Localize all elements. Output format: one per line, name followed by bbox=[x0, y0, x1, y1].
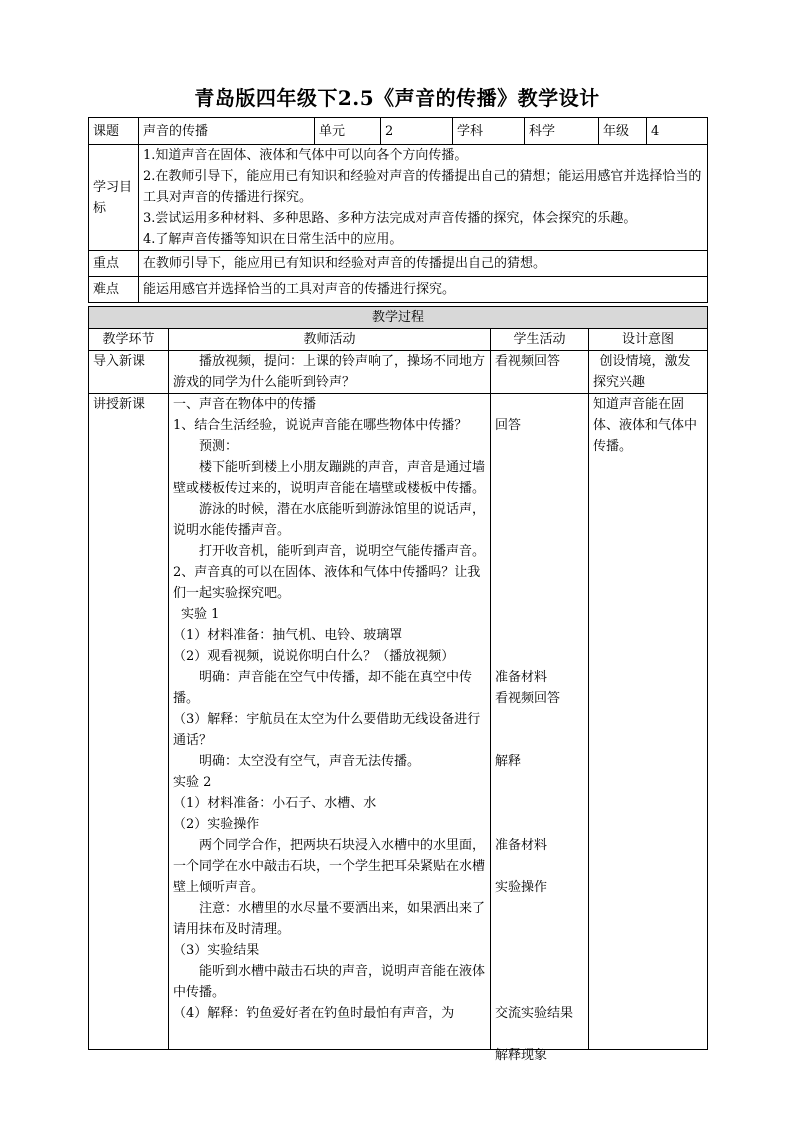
difficulty-label: 难点 bbox=[89, 277, 139, 303]
lecture-stage: 讲授新课 bbox=[89, 394, 169, 1050]
info-table bbox=[88, 117, 708, 303]
goal-item: 3.尝试运用多种材料、多种思路、多种方法完成对声音传播的探究，体会探究的乐趣。 bbox=[143, 211, 637, 226]
teacher-line: （2）实验操作 bbox=[173, 817, 260, 832]
lecture-intent: 知道声音能在固体、液体和气体中传播。 bbox=[589, 394, 708, 1050]
teacher-line: （4）解释：钓鱼爱好者在钓鱼时最怕有声音，为 bbox=[173, 1006, 455, 1021]
student-activity: 准备材料 bbox=[495, 670, 548, 685]
page-title: 青岛版四年级下2.5《声音的传播》教学设计 bbox=[194, 86, 600, 110]
subject-label: 学科 bbox=[453, 118, 525, 145]
question: 2、声音真的可以在固体、液体和气体中传播吗？让我们一起实验探究吧。 bbox=[173, 565, 481, 601]
column-header: 教师活动 bbox=[169, 329, 491, 351]
course-label: 课题 bbox=[89, 118, 139, 145]
teacher-line: （3）解释：宇航员在太空为什么要借助无线设备进行通话？ bbox=[173, 712, 481, 748]
goal-item: 2.在教师引导下，能应用已有知识和经验对声音的传播提出自己的猜想；能运用感官并选择恰当的工具对声音的传播进行探究。 bbox=[143, 169, 702, 205]
intro-teacher: 播放视频，提问：上课的铃声响了，操场不同地方游戏的同学为什么能听到铃声？ bbox=[169, 351, 491, 394]
experiment-heading: 实验 2 bbox=[173, 775, 212, 790]
question: 1、结合生活经验，说说声音能在哪些物体中传播？ bbox=[173, 418, 468, 433]
teacher-line: （2）观看视频，说说你明白什么？（播放视频） bbox=[173, 649, 455, 664]
section-heading: 一、声音在物体中的传播 bbox=[173, 397, 317, 412]
student-activity: 解释现象 bbox=[495, 1048, 548, 1063]
teacher-line: 明确：太空没有空气，声音无法传播。 bbox=[199, 754, 421, 769]
student-activity: 准备材料 bbox=[495, 838, 548, 853]
column-header: 学生活动 bbox=[491, 329, 589, 351]
teacher-line: 游泳的时候，潜在水底能听到游泳馆里的说话声，说明水能传播声音。 bbox=[173, 502, 486, 538]
teacher-line: （1）材料准备：抽气机、电铃、玻璃罩 bbox=[173, 628, 403, 643]
grade-label: 年级 bbox=[599, 118, 647, 145]
unit-label: 单元 bbox=[315, 118, 381, 145]
key-text: 在教师引导下，能应用已有知识和经验对声音的传播提出自己的猜想。 bbox=[139, 251, 708, 277]
subject-value: 科学 bbox=[525, 118, 599, 145]
teacher-line: 明确：声音能在空气中传播，却不能在真空中传播。 bbox=[173, 670, 473, 706]
intro-stage: 导入新课 bbox=[89, 351, 169, 394]
teacher-line: 预测： bbox=[199, 439, 239, 454]
experiment-heading: 实验 1 bbox=[181, 607, 220, 622]
student-activity: 看视频回答 bbox=[495, 691, 561, 706]
student-activity: 交流实验结果 bbox=[495, 1006, 574, 1021]
goal-item: 1.知道声音在固体、液体和气体中可以向各个方向传播。 bbox=[143, 148, 468, 163]
teacher-line: 打开收音机，能听到声音，说明空气能传播声音。 bbox=[199, 544, 486, 559]
intro-student: 看视频回答 bbox=[491, 351, 589, 394]
column-header: 设计意图 bbox=[589, 329, 708, 351]
teacher-line: 注意：水槽里的水尽量不要洒出来，如果洒出来了请用抹布及时清理。 bbox=[173, 901, 486, 937]
goals-list bbox=[139, 145, 708, 251]
grade-value: 4 bbox=[647, 118, 708, 145]
student-activity: 实验操作 bbox=[495, 880, 548, 895]
difficulty-text: 能运用感官并选择恰当的工具对声音的传播进行探究。 bbox=[139, 277, 708, 303]
lecture-teacher bbox=[169, 394, 491, 1050]
intro-intent: 创设情境，激发探究兴趣 bbox=[589, 351, 708, 394]
student-activity: 回答 bbox=[495, 418, 522, 433]
teacher-line: 能听到水槽中敲击石块的声音，说明声音能在液体中传播。 bbox=[173, 964, 486, 1000]
student-activity: 解释 bbox=[495, 754, 522, 769]
lecture-student bbox=[491, 394, 589, 1063]
teacher-line: 两个同学合作，把两块石块浸入水槽中的水里面，一个同学在水中敲击石块，一个学生把耳朵紧贴在水槽壁上倾听声音。 bbox=[173, 838, 486, 895]
goals-label: 学习目标 bbox=[89, 145, 139, 251]
process-table bbox=[88, 306, 708, 1063]
process-header: 教学过程 bbox=[89, 307, 708, 329]
unit-value: 2 bbox=[381, 118, 453, 145]
key-label: 重点 bbox=[89, 251, 139, 277]
teacher-line: （1）材料准备：小石子、水槽、水 bbox=[173, 796, 377, 811]
teacher-line: 楼下能听到楼上小朋友蹦跳的声音，声音是通过墙壁或楼板传过来的，说明声音能在墙壁或楼板中传播。 bbox=[173, 460, 486, 496]
course-value: 声音的传播 bbox=[139, 118, 315, 145]
column-header: 教学环节 bbox=[89, 329, 169, 351]
goal-item: 4.了解声音传播等知识在日常生活中的应用。 bbox=[143, 232, 403, 247]
teacher-line: （3）实验结果 bbox=[173, 943, 260, 958]
